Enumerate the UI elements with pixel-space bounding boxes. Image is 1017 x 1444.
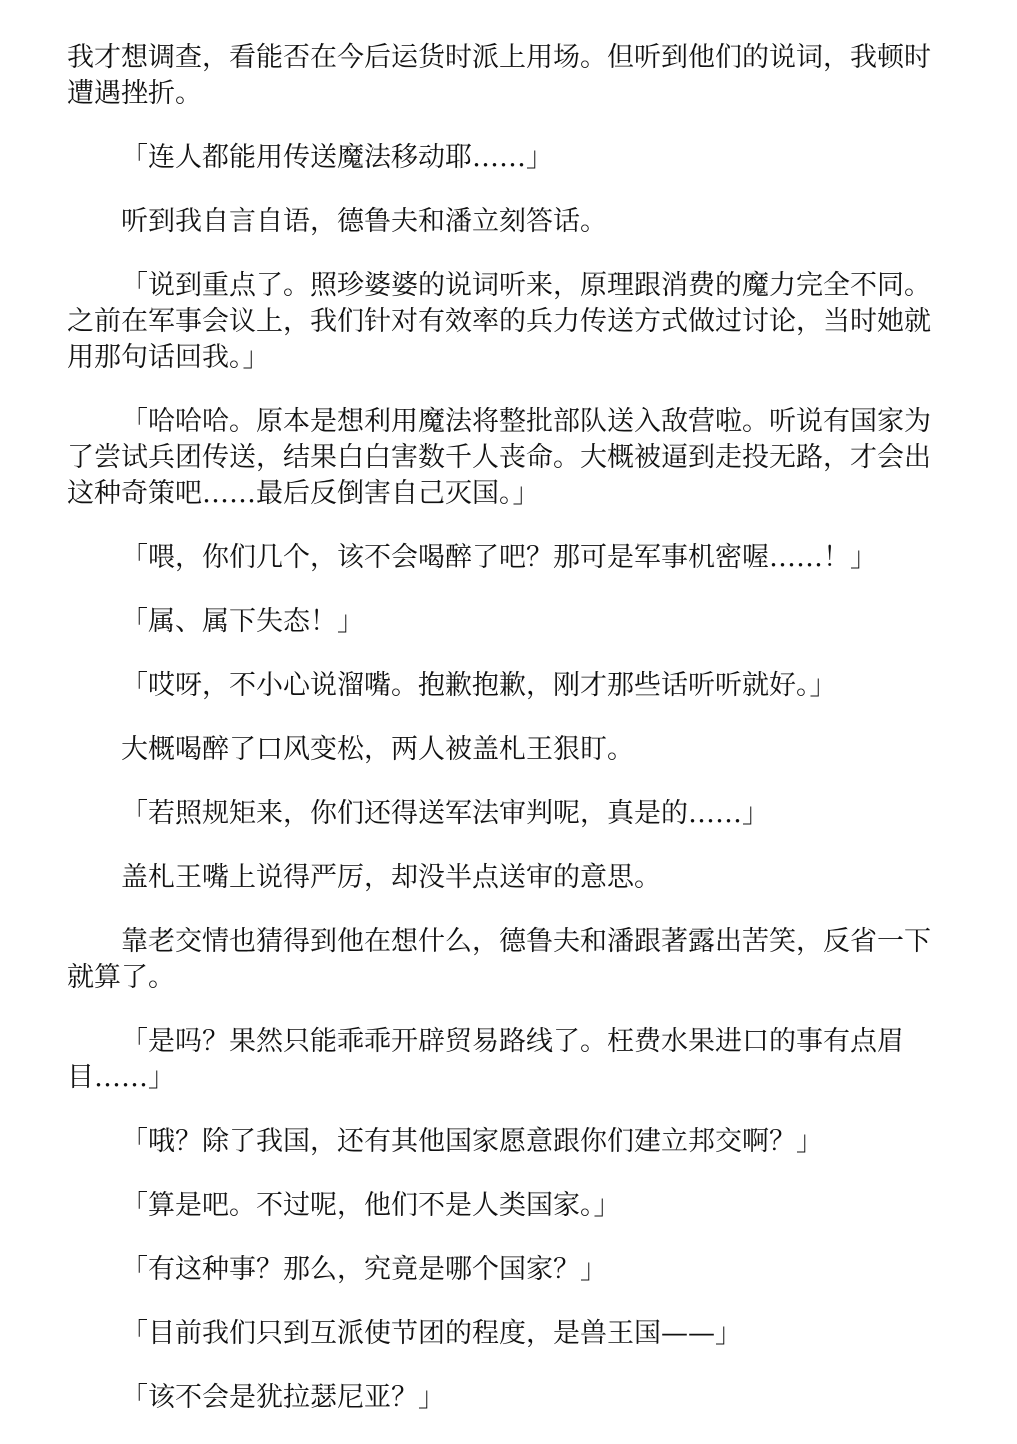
paragraph: 「喂，你们几个，该不会喝醉了吧？那可是军事机密喔……！」 <box>121 542 877 573</box>
paragraph: 「连人都能用传送魔法移动耶……」 <box>121 142 553 173</box>
paragraph: 听到我自言自语，德鲁夫和潘立刻答话。 <box>121 206 607 237</box>
paragraph: 「属、属下失态！」 <box>121 606 364 637</box>
paragraph: 「是吗？果然只能乖乖开辟贸易路线了。枉费水果进口的事有点眉目……」 <box>67 1026 904 1093</box>
paragraph: 「哦？除了我国，还有其他国家愿意跟你们建立邦交啊？」 <box>121 1126 823 1157</box>
paragraph: 「若照规矩来，你们还得送军法审判呢，真是的……」 <box>121 798 769 829</box>
paragraph: 靠老交情也猜得到他在想什么，德鲁夫和潘跟著露出苦笑，反省一下就算了。 <box>67 926 931 993</box>
paragraph: 我才想调查，看能否在今后运货时派上用场。但听到他们的说词，我顿时遭遇挫折。 <box>67 42 931 109</box>
paragraph: 「有这种事？那么，究竟是哪个国家？」 <box>121 1254 607 1285</box>
paragraph: 「哎呀，不小心说溜嘴。抱歉抱歉，刚才那些话听听就好。」 <box>121 670 837 701</box>
paragraph: 「说到重点了。照珍婆婆的说词听来，原理跟消费的魔力完全不同。之前在军事会议上，我们针对有效率的兵力传送方式做过讨论，当时她就用那句话回我。」 <box>67 270 931 373</box>
paragraph: 「算是吧。不过呢，他们不是人类国家。」 <box>121 1190 621 1221</box>
document-page <box>67 40 943 1444</box>
paragraph: 「哈哈哈。原本是想利用魔法将整批部队送入敌营啦。听说有国家为了尝试兵团传送，结果白白害数千人丧命。大概被逼到走投无路，才会出这种奇策吧……最后反倒害自己灭国。」 <box>67 406 931 509</box>
paragraph: 盖札王嘴上说得严厉，却没半点送审的意思。 <box>121 862 661 893</box>
paragraph: 「该不会是犹拉瑟尼亚？」 <box>121 1382 445 1413</box>
paragraph: 「目前我们只到互派使节团的程度，是兽王国——」 <box>121 1318 742 1349</box>
paragraph: 大概喝醉了口风变松，两人被盖札王狠盯。 <box>121 734 634 765</box>
